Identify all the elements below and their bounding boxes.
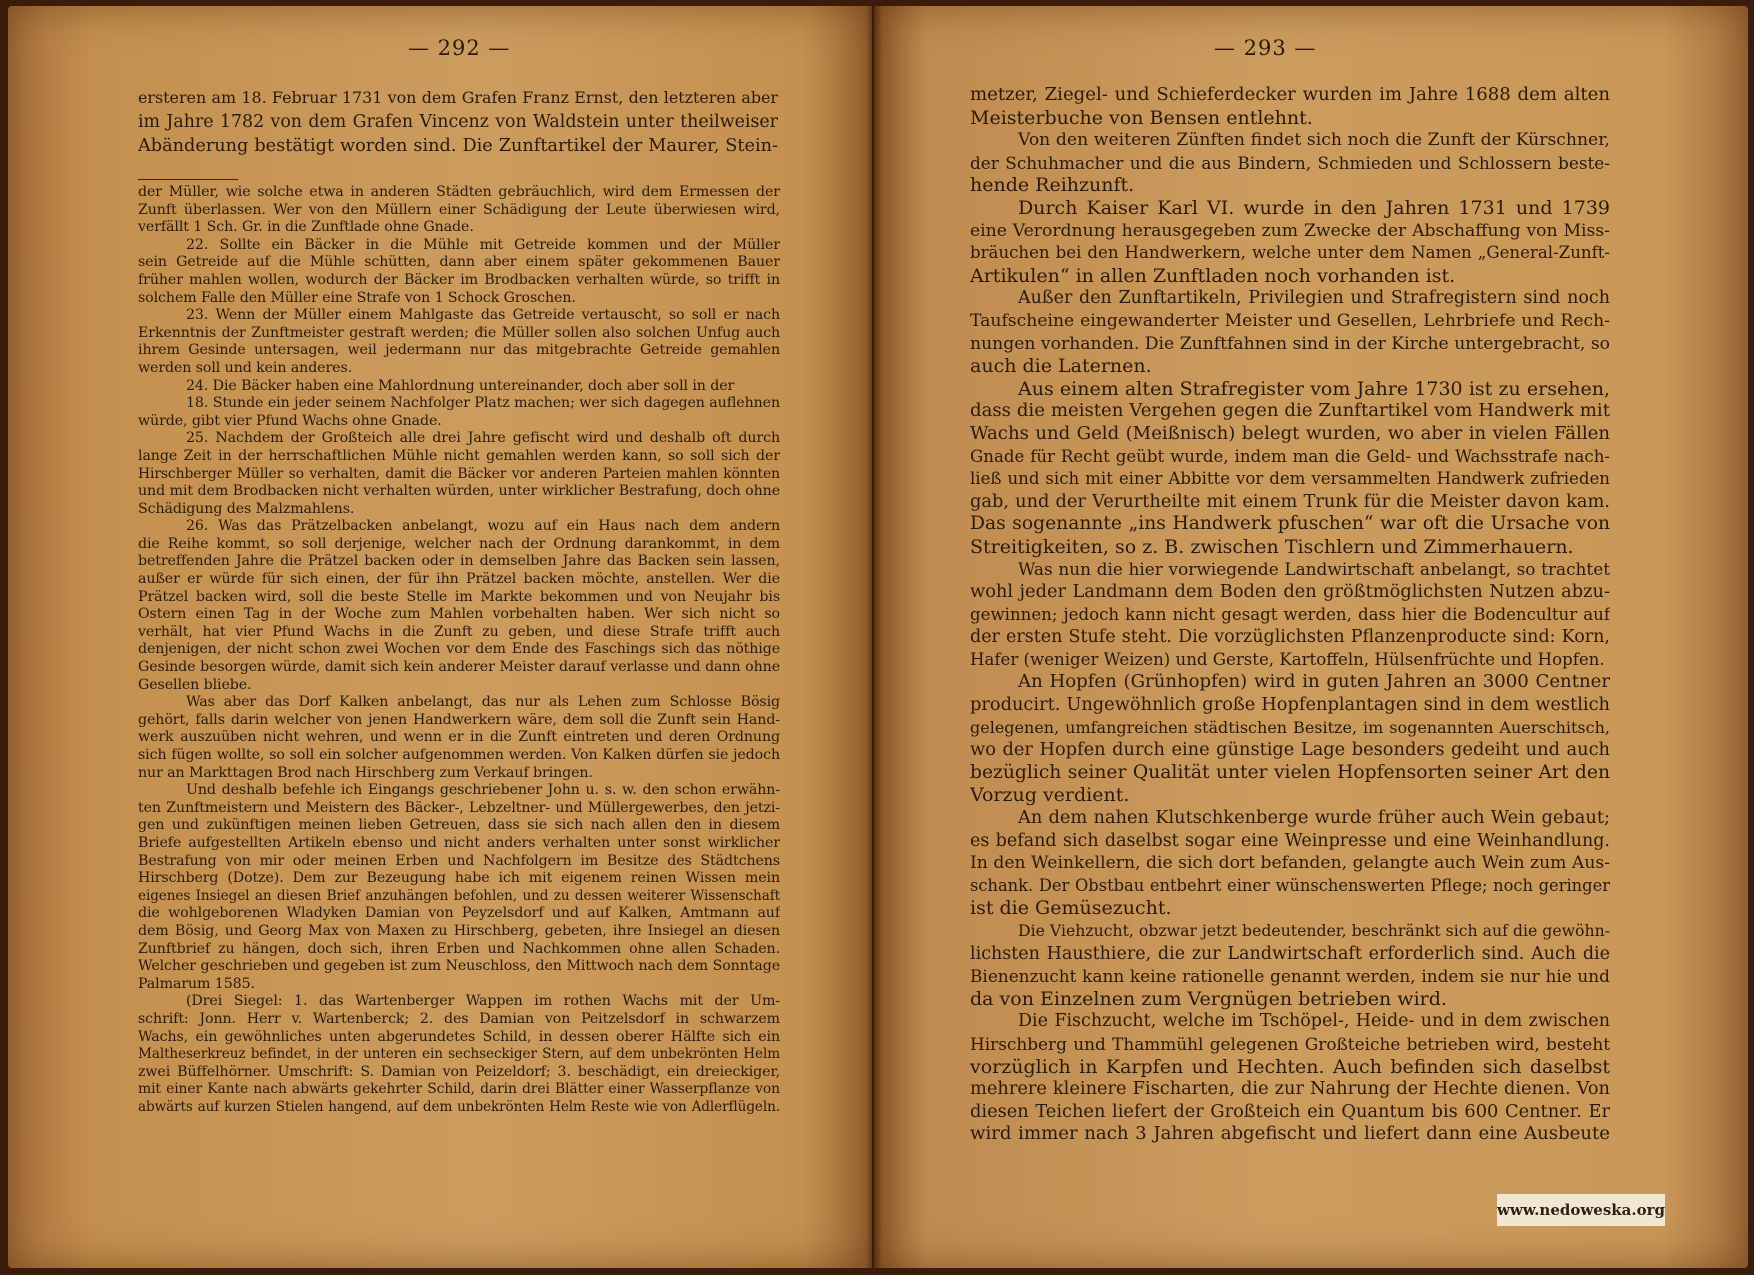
right-main-line: vorzüglich in Karpfen und Hechten. Auch befinden sich daselbst (970, 1055, 1610, 1078)
left-footnote-line: 18. Stunde ein jeder seinem Nachfolger Platz machen; wer sich dagegen auflehnen (186, 395, 780, 412)
right-main-line: da von Einzelnen zum Vergnügen betrieben wird. (970, 987, 1447, 1010)
right-main-line: nungen vorhanden. Die Zunftfahnen sind in der Kirche untergebracht, so (970, 333, 1610, 354)
right-page (874, 6, 1748, 1268)
left-footnote-line: 26. Was das Prätzelbacken anbelangt, wozu auf ein Haus nach dem andern (186, 518, 780, 535)
left-footnote-line: Hirschberger Müller so verhalten, damit die Bäcker vor anderen Parteien mahlen könnten (138, 465, 780, 482)
right-main-line: eine Verordnung herausgegeben zum Zwecke der Abschaffung von Miss- (970, 220, 1610, 241)
right-main-line: Artikulen“ in allen Zunftladen noch vorhanden ist. (970, 264, 1456, 287)
left-footnote-line: solchem Falle den Müller eine Strafe von 1 Schock Groschen. (138, 289, 576, 306)
right-main-line: Streitigkeiten, so z. B. zwischen Tischlern und Zimmerhauern. (970, 535, 1574, 558)
left-footnote-line: schrift: Jonn. Herr v. Wartenberck; 2. des Damian von Peitzelsdorf in schwarzem (138, 1010, 780, 1027)
left-footnote-line: Hirschberg (Dotze). Dem zur Bezeugung habe ich mit eigenem reinen Wissen mein (138, 870, 780, 887)
left-footnote-line: Briefe aufgestellten Artikeln ebenso und nicht anders verhalten unter sonst wirklicher (138, 834, 780, 851)
right-main-line: In den Weinkellern, die sich dort befanden, gelangte auch Wein zum Aus- (970, 853, 1610, 874)
left-footnote-line: eigenes Insiegel an diesen Brief anzuhängen befohlen, und zu dessen weiterer Wissenschaft (138, 887, 780, 904)
left-footnote-line: die wohlgeborenen Wladyken Damian von Peyzelsdorf und auf Kalken, Amtmann auf (138, 905, 780, 922)
right-main-line: gewinnen; jedoch kann nicht gesagt werden, dass hier die Bodencultur auf (970, 604, 1610, 624)
right-main-line: gab, und der Verurtheilte mit einem Trunk für die Meister davon kam. (970, 490, 1610, 512)
left-footnote-line: Zunftbrief zu hängen, doch sich, ihren Erben und Nachkommen ohne allen Schaden. (138, 940, 780, 957)
left-footnote-line: abwärts auf kurzen Stielen hangend, auf dem unbekrönten Helm Reste wie von Adlerflügeln. (138, 1098, 780, 1115)
left-footnote-line: verhält, hat vier Pfund Wachs in die Zunft zu geben, und diese Strafe trifft auch (138, 623, 780, 640)
left-footnote-text (138, 184, 780, 1116)
paper-stain (478, 326, 484, 332)
left-footnote-line: die Reihe kommt, so soll derjenige, welcher nach der Ordnung darankommt, in dem (138, 535, 780, 552)
left-footnote-line: werk auszuüben nicht wehren, und wenn er in die Zunft eintreten und deren Ordnung (138, 729, 780, 746)
left-footnote-line: (Drei Siegel: 1. das Wartenberger Wappen im rothen Wachs mit der Um- (186, 993, 780, 1010)
left-footnote-line: 24. Die Bäcker haben eine Mahlordnung untereinander, doch aber soll in der (186, 377, 735, 394)
page-number-right: — 293 — (1214, 36, 1317, 60)
right-main-line: An Hopfen (Grünhopfen) wird in guten Jahren an 3000 Centner (1018, 671, 1610, 693)
right-main-line: wird immer nach 3 Jahren abgefischt und liefert dann eine Ausbeute (970, 1123, 1610, 1145)
right-main-line: Was nun die hier vorwiegende Landwirtschaft anbelangt, so trachtet (1018, 559, 1610, 580)
right-main-line: ist die Gemüsezucht. (970, 897, 1172, 920)
right-main-line: es befand sich daselbst sogar eine Weinpresse und eine Weinhandlung. (970, 830, 1610, 851)
left-footnote-line: nur an Markttagen Brod nach Hirschberg zum Verkauf bringen. (138, 764, 593, 781)
right-main-line: dass die meisten Vergehen gegen die Zunftartikel vom Handwerk mit (970, 400, 1610, 422)
right-main-line: bezüglich seiner Qualität unter vielen Hopfensorten seiner Art den (970, 761, 1610, 783)
footnote-rule (138, 179, 238, 180)
left-main-line: im Jahre 1782 von dem Grafen Vincenz von Waldstein unter theilweiser (138, 112, 778, 132)
left-footnote-line: denjenigen, der nicht schon zwei Wochen vor dem Ende des Faschings sich das nöthige (138, 641, 780, 658)
right-main-line: auch die Laternen. (970, 355, 1152, 378)
left-footnote-line: würde, gibt vier Pfund Wachs ohne Gnade. (138, 412, 442, 429)
left-footnote-line: 22. Sollte ein Bäcker in die Mühle mit Getreide kommen und der Müller (186, 236, 780, 253)
left-footnote-line: Gesinde besorgen würde, damit sich kein anderer Meister darauf verlasse und dann ohne (138, 659, 780, 676)
right-main-line: Durch Kaiser Karl VI. wurde in den Jahren 1731 und 1739 (1018, 196, 1610, 219)
right-main-line: Hafer (weniger Weizen) und Gerste, Kartoffeln, Hülsenfrüchte und Hopfen. (970, 649, 1605, 669)
left-footnote-line: betreffenden Jahre die Prätzel backen oder in demselben Jahre das Backen sein lassen, (138, 553, 780, 570)
left-footnote-line: Gesellen bliebe. (138, 676, 252, 693)
right-main-line: Außer den Zunftartikeln, Privilegien und Strafregistern sind noch (1018, 288, 1610, 309)
right-main-line: Aus einem alten Strafregister vom Jahre 1730 ist zu ersehen, (1018, 377, 1610, 400)
right-main-line: Taufscheine eingewanderter Meister und Gesellen, Lehrbriefe und Rech- (970, 310, 1610, 331)
left-footnote-line: dem Bösig, und Georg Max von Maxen zu Hirschberg, gebeten, ihre Insiegel an diesen (138, 922, 780, 939)
right-main-line: Vorzug verdient. (970, 784, 1130, 807)
right-main-line: mehrere kleinere Fischarten, die zur Nahrung der Hechte dienen. Von (970, 1078, 1610, 1100)
left-main-line: ersteren am 18. Februar 1731 von dem Grafen Franz Ernst, den letzteren aber (138, 88, 778, 107)
left-footnote-line: verfällt 1 Sch. Gr. in die Zunftlade ohne Gnade. (138, 219, 474, 236)
left-footnote-line: Prätzel backen wird, soll die beste Stelle im Markte bekommen und von Neujahr bis (138, 588, 780, 605)
right-main-line: Das sogenannte „ins Handwerk pfuschen“ war oft die Ursache von (970, 513, 1610, 535)
book-spread (8, 6, 1748, 1272)
left-footnote-line: Schädigung des Malzmahlens. (138, 500, 355, 517)
right-main-line: gelegenen, umfangreichen städtischen Besitze, im sogenannten Auerschitsch, (970, 717, 1610, 737)
left-footnote-line: mit einer Kante nach abwärts gekehrter Schild, darin drei Blätter einer Wasserpflanze von (138, 1081, 780, 1098)
right-main-line: wo der Hopfen durch eine günstige Lage besonders gedeiht und auch (970, 739, 1610, 761)
right-main-line: producirt. Ungewöhnlich große Hopfenplantagen sind in dem westlich (970, 694, 1610, 716)
right-main-line: Die Viehzucht, obzwar jetzt bedeutender, beschränkt sich auf die gewöhn- (1018, 920, 1610, 940)
left-footnote-line: Palmarum 1585. (138, 975, 255, 992)
left-footnote-line: Erkenntnis der Zunftmeister gestraft werden; die Müller sollen also solchen Unfug auch (138, 324, 780, 341)
left-footnote-line: ihrem Gesinde untersagen, weil jedermann nur das mitgebrachte Getreide gemahlen (138, 342, 780, 359)
right-main-line: Von den weiteren Zünften findet sich noch die Zunft der Kürschner, (1018, 130, 1610, 151)
left-footnote-line: und mit dem Brodbacken nicht verhalten würden, unter wirklicher Bestrafung, doch ohne (138, 483, 780, 500)
left-footnote-line: Maltheserkreuz befindet, in der unteren ein sechseckiger Stern, auf dem unbekrönten Helm (138, 1046, 780, 1063)
left-footnote-line: früher mahlen wollen, wodurch der Bäcker im Brodbacken verhalten würde, so trifft in (138, 271, 780, 288)
left-footnote-line: Zunft überlassen. Wer von den Müllern einer Schädigung der Leute überwiesen wird, (138, 201, 780, 218)
left-footnote-line: Was aber das Dorf Kalken anbelangt, das nur als Lehen zum Schlosse Bösig (186, 694, 780, 711)
right-main-line: An dem nahen Klutschkenberge wurde früher auch Wein gebaut; (1018, 807, 1610, 828)
left-footnote-line: der Müller, wie solche etwa in anderen Städten gebräuchlich, wird dem Ermessen der (138, 184, 780, 200)
right-main-line: Hirschberg und Thammühl gelegenen Großteiche betrieben wird, besteht (970, 1033, 1610, 1054)
left-footnote-line: außer er würde für sich einen, der für ihn Prätzel backen möchte, anstellen. Wer die (138, 571, 780, 588)
watermark-label[interactable]: www.nedoweska.org (1497, 1194, 1665, 1226)
left-footnote-line: sein Getreide auf die Mühle schütten, dann aber einem später gekommenen Bauer (138, 254, 780, 271)
right-main-line: Die Fischzucht, welche im Tschöpel-, Heide- und in dem zwischen (1018, 1011, 1610, 1032)
left-footnote-line: sich fügen wollte, so soll ein solcher aufgenommen werden. Von Kalken dürfen sie jedoch (138, 747, 780, 763)
right-main-line: hende Reihzunft. (970, 174, 1135, 197)
right-main-line: metzer, Ziegel- und Schieferdecker wurden im Jahre 1688 dem alten (970, 84, 1610, 105)
right-main-line: Wachs und Geld (Meißnisch) belegt wurden, wo aber in vielen Fällen (970, 422, 1610, 444)
left-page (8, 6, 872, 1268)
left-footnote-line: Ostern einen Tag in der Woche zum Mahlen vorbehalten haben. Wer sich nicht so (138, 606, 780, 623)
right-main-line: wohl jeder Landmann dem Boden den größtmöglichsten Nutzen abzu- (970, 581, 1610, 603)
right-main-line: diesen Teichen liefert der Großteich ein Quantum bis 600 Centner. Er (970, 1100, 1610, 1122)
left-footnote-line: 25. Nachdem der Großteich alle drei Jahre gefischt wird und deshalb oft durch (186, 430, 780, 447)
right-main-line: ließ und sich mit einer Abbitte vor dem versammelten Handwerk zufrieden (970, 469, 1610, 489)
left-footnote-line: Welcher geschrieben und gegeben ist zum Neuschloss, den Mittwoch nach dem Sonntage (138, 958, 780, 975)
right-main-line: Gnade für Recht geübt wurde, indem man die Geld- und Wachsstrafe nach- (970, 446, 1610, 466)
right-main-line: bräuchen bei den Handwerkern, welche unter dem Namen „General-Zunft- (970, 243, 1610, 263)
right-main-line: schank. Der Obstbau entbehrt einer wünschenswerten Pflege; noch geringer (970, 875, 1610, 895)
left-footnote-line: Wachs, ein gewöhnliches unten abgerundetes Schild, in dessen oberer Hälfte sich ein (138, 1028, 780, 1045)
left-footnote-line: werden soll und kein anderes. (138, 359, 353, 376)
left-main-text (138, 86, 778, 158)
left-footnote-line: lange Zeit in der herrschaftlichen Mühle nicht gemahlen werden kann, so soll sich der (138, 447, 780, 464)
right-main-text (970, 84, 1610, 1146)
right-main-line: lichsten Hausthiere, die zur Landwirtschaft erforderlich sind. Auch die (970, 943, 1610, 964)
book-gutter (866, 6, 882, 1268)
left-footnote-line: gehört, falls darin welcher von jenen Handwerkern wäre, dem soll die Zunft sein Hand- (138, 711, 780, 728)
left-footnote-line: Und deshalb befehle ich Eingangs geschriebener John u. s. w. den schon erwähn- (186, 782, 780, 799)
left-footnote-line: ten Zunftmeistern und Meistern des Bäcker-, Lebzeltner- und Müllergewerbes, den jetzi- (138, 799, 780, 816)
left-footnote-line: gen und zukünftigen meinen lieben Getreuen, dass sie sich nach allen den in diesem (138, 817, 780, 834)
page-number-left: — 292 — (408, 36, 511, 60)
left-main-line: Abänderung bestätigt worden sind. Die Zunftartikel der Maurer, Stein- (138, 136, 778, 156)
left-footnote-line: 23. Wenn der Müller einem Mahlgaste das Getreide vertauscht, so soll er nach (186, 307, 780, 324)
right-main-line: Meisterbuche von Bensen entlehnt. (970, 106, 1313, 129)
right-main-line: der ersten Stufe steht. Die vorzüglichsten Pflanzenproducte sind: Korn, (970, 627, 1610, 648)
left-footnote-line: Bestrafung von mir oder meinen Erben und Nachfolgern im Besitze des Städtchens (138, 852, 780, 869)
left-footnote-line: zwei Büffelhörner. Umschrift: S. Damian von Peizeldorf; 3. beschädigt, ein dreieckiger, (138, 1063, 780, 1080)
right-main-line: Bienenzucht kann keine rationelle genannt werden, indem sie nur hie und (970, 966, 1610, 987)
right-main-line: der Schuhmacher und die aus Bindern, Schmieden und Schlossern beste- (970, 152, 1610, 173)
